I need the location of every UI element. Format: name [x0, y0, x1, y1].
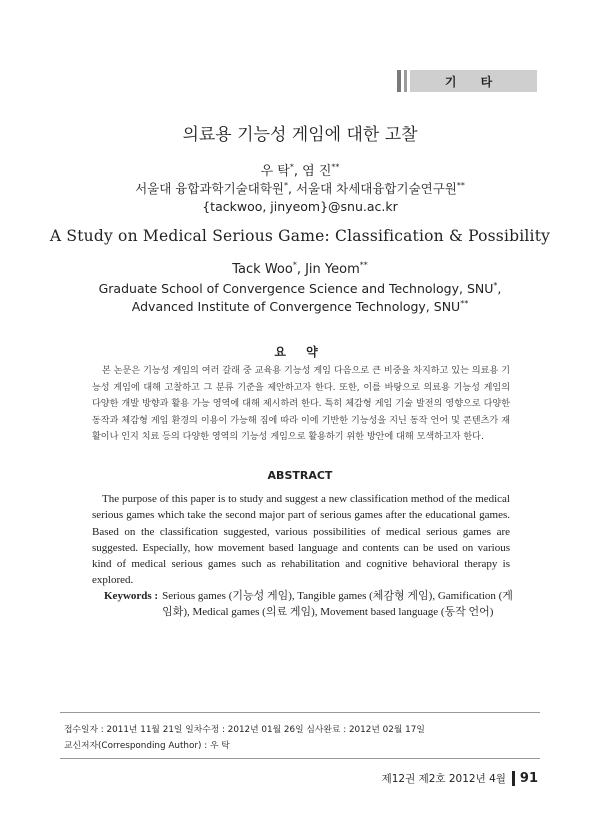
english-affiliation-1 — [0, 281, 600, 296]
english-affiliation-1-end: , — [497, 281, 502, 296]
page-number: 91 — [519, 771, 538, 786]
corresponding-author: 교신저자(Corresponding Author) : 우 탁 — [64, 741, 230, 751]
english-affiliation-2-text: Advanced Institute of Convergence Technology, SNU — [131, 299, 461, 314]
footer-bar-decoration — [512, 771, 515, 786]
korean-abstract-body: 본 논문은 기능성 게임의 여러 갈래 중 교육용 기능성 게임 다음으로 큰 비중을 차지하고 있는 의료용 기능성 게임에 대해 고찰하고 그 분류 기준을 제안하고자 한다. 또한, 이를 바탕으로 의료용 기능성 게임의 다양한 개발 방향과 활용 가능 영역에 대해 제시하려 한다. 특히 체감형 게임 기술 발전의 영향으로 다양한 동작과 체감형 게임 환경의 이용이 가능해 짐에 따라 이에 기반한 기능성을 지닌 동작 언어 및 콘텐츠가 재활이나 인지 치료 등의 다양한 영역의 기능성 게임으로 활용하기 위한 방안에 대해 모색하고자 한다. — [92, 366, 510, 443]
korean-author-1-mark: * — [289, 162, 294, 172]
english-author-2-mark: ** — [359, 260, 368, 270]
english-title: A Study on Medical Serious Game: Classification & Possibility — [49, 227, 551, 245]
korean-affiliation-2: 서울대 차세대융합기술연구원 — [295, 181, 457, 196]
journal-issue: 제12권 제2호 2012년 4월 — [381, 773, 506, 785]
category-bar-decoration — [397, 70, 401, 92]
korean-author-separator: , — [293, 164, 303, 179]
english-author-1-mark: * — [292, 260, 297, 270]
english-affiliation-1-text: Graduate School of Convergence Science and Technology, SNU — [98, 281, 494, 296]
korean-author-1: 우 탁 — [260, 164, 290, 179]
korean-affiliation-2-mark: ** — [456, 180, 465, 190]
korean-abstract-heading: 요 약 — [274, 345, 326, 359]
english-affiliation-2-mark: ** — [460, 298, 469, 308]
korean-affiliation-separator: , — [287, 181, 296, 196]
english-author-separator: , — [296, 262, 306, 277]
keywords-text: Serious games (기능성 게임), Tangible games (체감형 게임), Gamification (게임화), Medical games (의료 게임), Movement based language (동작 언어) — [162, 590, 513, 618]
korean-affiliation-1: 서울대 융합과학기술대학원 — [135, 181, 284, 196]
english-affiliation-1-mark: * — [493, 280, 498, 290]
korean-affiliations — [0, 179, 600, 197]
keywords — [104, 588, 514, 620]
keywords-label — [104, 588, 158, 620]
english-abstract-body: The purpose of this paper is to study and suggest a new classification method of the medical serious games which take the second major part of serious games after the educational games. Based on the classification suggested, various possibilities of medical serious games are suggested. Especially, how movement based language and contents can be used on various kind of medical serious games such as rehabilitation and cognitive behavioral therapy is explored. — [92, 493, 510, 587]
author-email: {tackwoo, jinyeom}@snu.ac.kr — [202, 199, 398, 214]
submission-dates: 접수일자 : 2011년 11월 21일 일차수정 : 2012년 01월 26일 심사완료 : 2012년 02월 17일 — [64, 725, 425, 735]
category-text: 기 타 — [410, 70, 537, 92]
korean-title: 의료용 기능성 게임에 대한 고찰 — [182, 125, 418, 145]
keywords-label-text: Keywords — [104, 590, 152, 602]
category-label — [397, 70, 537, 92]
english-abstract-heading: ABSTRACT — [267, 469, 333, 482]
english-authors — [0, 262, 600, 277]
english-author-1: Tack Woo — [232, 262, 293, 277]
footnote-divider-bottom — [60, 758, 540, 759]
korean-affiliation-1-mark: * — [283, 180, 288, 190]
korean-author-2: 염 진 — [302, 164, 332, 179]
footnote-divider-top — [60, 712, 540, 713]
korean-author-2-mark: ** — [331, 162, 340, 172]
page-footer — [382, 771, 538, 786]
english-author-2: Jin Yeom — [305, 262, 360, 277]
english-affiliation-2 — [0, 299, 600, 314]
korean-authors — [0, 160, 600, 179]
category-bar-decoration-2 — [404, 70, 407, 92]
keywords-separator: : — [151, 590, 159, 602]
